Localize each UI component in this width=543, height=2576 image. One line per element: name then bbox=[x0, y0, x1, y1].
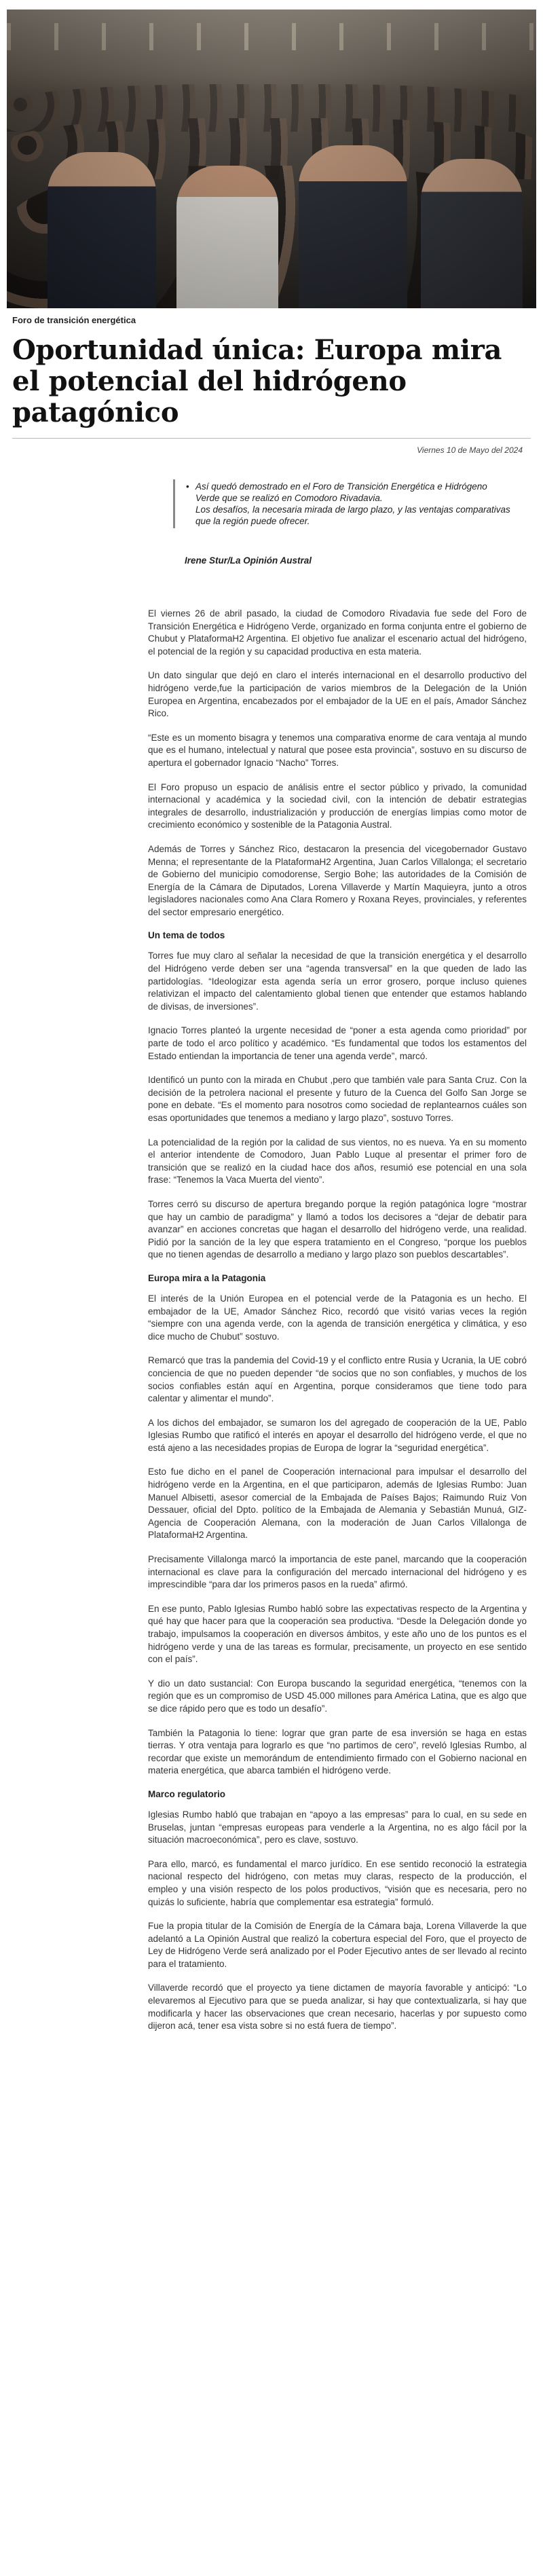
lead-subtext: Los desafíos, la necesaria mirada de largo plazo, y las ventajas comparativas que la región puede ofrecer. bbox=[195, 504, 510, 526]
section-heading: Europa mira a la Patagonia bbox=[148, 1272, 266, 1283]
article-paragraph: Y dio un dato sustancial: Con Europa buscando la seguridad energética, “tenemos con la región que es un compromiso de USD 45.000 millones para América Latina, que es algo que se dice rápido pero que es todo un desafío”. bbox=[148, 1678, 527, 1714]
article-paragraph: Precisamente Villalonga marcó la importancia de este panel, marcando que la cooperación internacional es clave para la configuración del mercado internacional del hidrógeno y es imprescindible “para dar los primeros pasos en la rueda” afirmó. bbox=[148, 1554, 527, 1590]
headline: Oportunidad única: Europa mira el potencial del hidrógeno patagónico bbox=[12, 334, 502, 428]
hero-photo bbox=[7, 10, 536, 308]
article-page bbox=[0, 10, 543, 2033]
article-paragraph: En ese punto, Pablo Iglesias Rumbo habló sobre las expectativas respecto de la Argentina y qué hay que hacer para que la cooperación sea productiva. “Desde la Delegación donde yo trabajo, impulsamos la cooperación en diversos ámbitos, y este año uno de los puntos es el hidrógeno verde y una de las tareas es formular, precisamente, un proyecto en ese sentido con el país”. bbox=[148, 1603, 527, 1665]
article-paragraph: Para ello, marcó, es fundamental el marco jurídico. En ese sentido reconoció la estrategia nacional respecto del hidrógeno, con metas muy claras, respecto de la producción, el empleo y una visión respecto de los polos productivos, “visión que es necesaria, pero no quizás lo suficiente, habría que complementar esa estrategia” formuló. bbox=[148, 1858, 527, 1907]
article-paragraph: “Este es un momento bisagra y tenemos una comparativa enorme de cara ventaja al mundo que es el humano, intelectual y natural que posee esta provincia”, sostuvo en su discurso de apertura el gobernador Ignacio “Nacho” Torres. bbox=[148, 732, 527, 768]
article-paragraph: Remarcó que tras la pandemia del Covid-19 y el conflicto entre Rusia y Ucrania, la UE cobró conciencia de que no pueden depender “de socios que no son confiables, y muchos de los socios confiables están aquí en Argentina, porque consideramos que tiene todo para calentar y alimentar el mundo”. bbox=[148, 1355, 527, 1404]
article-paragraph: Además de Torres y Sánchez Rico, destacaron la presencia del vicegobernador Gustavo Menna; el representante de la PlataformaH2 Argentina, Juan Carlos Villalonga; el secretario de Gobierno del municipio comodorense, Sergio Bohe; las autoridades de la Comisión de Energía de la Cámara de Diputados, Lorena Villaverde y Martín Maquieyra, junto a otros legisladores nacionales como Ana Clara Romero y Roxana Reyes, provinciales, y referentes del sector empresario energético. bbox=[148, 843, 527, 917]
publish-date: Viernes 10 de Mayo del 2024 bbox=[417, 445, 523, 455]
article-paragraph: El interés de la Unión Europea en el potencial verde de la Patagonia es un hecho. El embajador de la UE, Amador Sánchez Rico, recordó que visitó varias veces la región “siempre con una agenda verde, con la agenda de transición energética y climática, y eso dice mucho de Chubut” sostuvo. bbox=[148, 1293, 527, 1342]
divider bbox=[12, 438, 531, 439]
article-paragraph: Torres fue muy claro al señalar la necesidad de que la transición energética y el desarrollo del Hidrógeno verde deben ser una “agenda transversal” en la que queden de lado las partidologías. “Ideologizar esta agenda sería un error grosero, porque incluso quienes relativizan el impacto del calentamiento global tienen que entender que estamos hablando de divisas, de inversiones”. bbox=[148, 951, 527, 1012]
article-paragraph: Esto fue dicho en el panel de Cooperación internacional para impulsar el desarrollo del hidrógeno verde en la Argentina, en el que participaron, además de Iglesias Rumbo: Juan Manuel Albisetti, asesor comercial de la Embajada de Países Bajos; Raimundo Ruiz Von Dessauer, oficial del Dpto. político de la Embajada de Alemania y Sebastián Munuá, GIZ-Agencia de Cooperación Alemana, con la moderación de Juan Carlos Villalonga de PlataformaH2 Argentina. bbox=[148, 1467, 527, 1541]
section-heading: Un tema de todos bbox=[148, 930, 225, 941]
article-paragraph: Ignacio Torres planteó la urgente necesidad de “poner a esta agenda como prioridad” por parte de todo el arco político y académico. “Es fundamental que todos los estamentos del Estado entiendan la importancia de tener una agenda verde”, marcó. bbox=[148, 1025, 527, 1061]
article-paragraph: Villaverde recordó que el proyecto ya tiene dictamen de mayoría favorable y anticipó: “Lo elevaremos al Ejecutivo para que se pueda analizar, si hay que contextualizarla, si hay que modificarla y hacer las observaciones que crean necesario, hacerlas y por supuesto como dijeron acá, tener esa vista sobre si no está fuera de tiempo”. bbox=[148, 1983, 527, 2031]
article-paragraph: Torres cerró su discurso de apertura bregando porque la región patagónica logre “mostrar que hay un cambio de paradigma” y llamó a todos los decisores a “dejar de debatir para avanzar” en acciones concretas que hagan el desarrollo del hidrógeno verde, una realidad. Pidió por la sanción de la ley que espera tratamiento en el Congreso, “porque los pueblos que no tienen agendas de desarrollo a mediano y largo plazo son pueblos descartables”. bbox=[148, 1198, 527, 1260]
article-paragraph: A los dichos del embajador, se sumaron los del agregado de cooperación de la UE, Pablo Iglesias Rumbo que ratificó el interés en apoyar el desarrollo del hidrógeno verde, el que no está ajeno a las necesidades propias de Europa de lograr la “seguridad energética”. bbox=[148, 1417, 527, 1453]
article-paragraph: Fue la propia titular de la Comisión de Energía de la Cámara baja, Lorena Villaverde la que adelantó a La Opinión Austral que realizó la cobertura especial del Foro, que el proyecto de Ley de Hidrógeno Verde será analizado por el Poder Ejecutivo antes de ser llevado al recinto para el tratamiento. bbox=[148, 1921, 527, 1969]
byline: Irene Stur/La Opinión Austral bbox=[185, 555, 312, 566]
section-heading: Marco regulatorio bbox=[148, 1788, 226, 1799]
lead-bullet: • Así quedó demostrado en el Foro de Transición Energética e Hidrógeno Verde que se realizó en Comodoro Rivadavia. bbox=[186, 481, 512, 504]
article-paragraph: El viernes 26 de abril pasado, la ciudad de Comodoro Rivadavia fue sede del Foro de Transición Energética e Hidrógeno Verde, organizado en forma conjunta entre el gobierno de Chubut y PlataformaH2 Argentina. El objetivo fue analizar el escenario actual del hidrógeno, el potencial de la región y su capacidad productiva en esta materia. bbox=[148, 608, 527, 657]
photo-vignette bbox=[7, 10, 536, 308]
article-paragraph: Un dato singular que dejó en claro el interés internacional en el desarrollo productivo del hidrógeno verde,fue la participación de varios miembros de la Delegación de la Unión Europea en Argentina, encabezados por el embajador de la UE en el país, Amador Sánchez Rico. bbox=[148, 670, 527, 719]
article-paragraph: Iglesias Rumbo habló que trabajan en “apoyo a las empresas” para lo cual, en su sede en Bruselas, juntan “empresas europeas para venderle a la Argentina, no es algo fácil por la situación macroeconómica”, pero es clave, sostuvo. bbox=[148, 1809, 527, 1845]
article-body bbox=[148, 608, 527, 2033]
article-paragraph: La potencialidad de la región por la calidad de sus vientos, no es nueva. Ya en su momento el anterior intendente de Comodoro, Juan Pablo Luque al presentar el primer foro de transición que se realizó en la ciudad hace dos años, resumió ese potencial en una sola frase: “Tenemos la Vaca Muerta del viento”. bbox=[148, 1137, 527, 1185]
article-paragraph: El Foro propuso un espacio de análisis entre el sector público y privado, la comunidad internacional y académica y la sociedad civil, con la intención de debatir estrategias integrales de desarrollo, industrialización y producción de energías limpias como motor de crecimiento económico y sostenible de la Patagonia Austral. bbox=[148, 781, 527, 830]
lead-summary bbox=[173, 479, 512, 528]
article-paragraph: Identificó un punto con la mirada en Chubut ,pero que también vale para Santa Cruz. Con la decisión de la petrolera nacional el presente y futuro de la Cuenca del Golfo San Jorge se pone en debate. “Es el momento para nosotros como sociedad de replantearnos cuáles son esas oportunidades que tenemos a mediano y largo plazo”, sostuvo Torres. bbox=[148, 1075, 527, 1123]
article-paragraph: También la Patagonia lo tiene: lograr que gran parte de esa inversión se haga en estas tierras. Y otra ventaja para lograrlo es que “no partimos de cero”, reveló Iglesias Rumbo, al recordar que existe un memorándum de entendimiento firmado con el Gobierno nacional en materia energética, que abarca también el hidrógeno verde. bbox=[148, 1727, 527, 1776]
photo-caption: Foro de transición energética bbox=[12, 315, 136, 325]
